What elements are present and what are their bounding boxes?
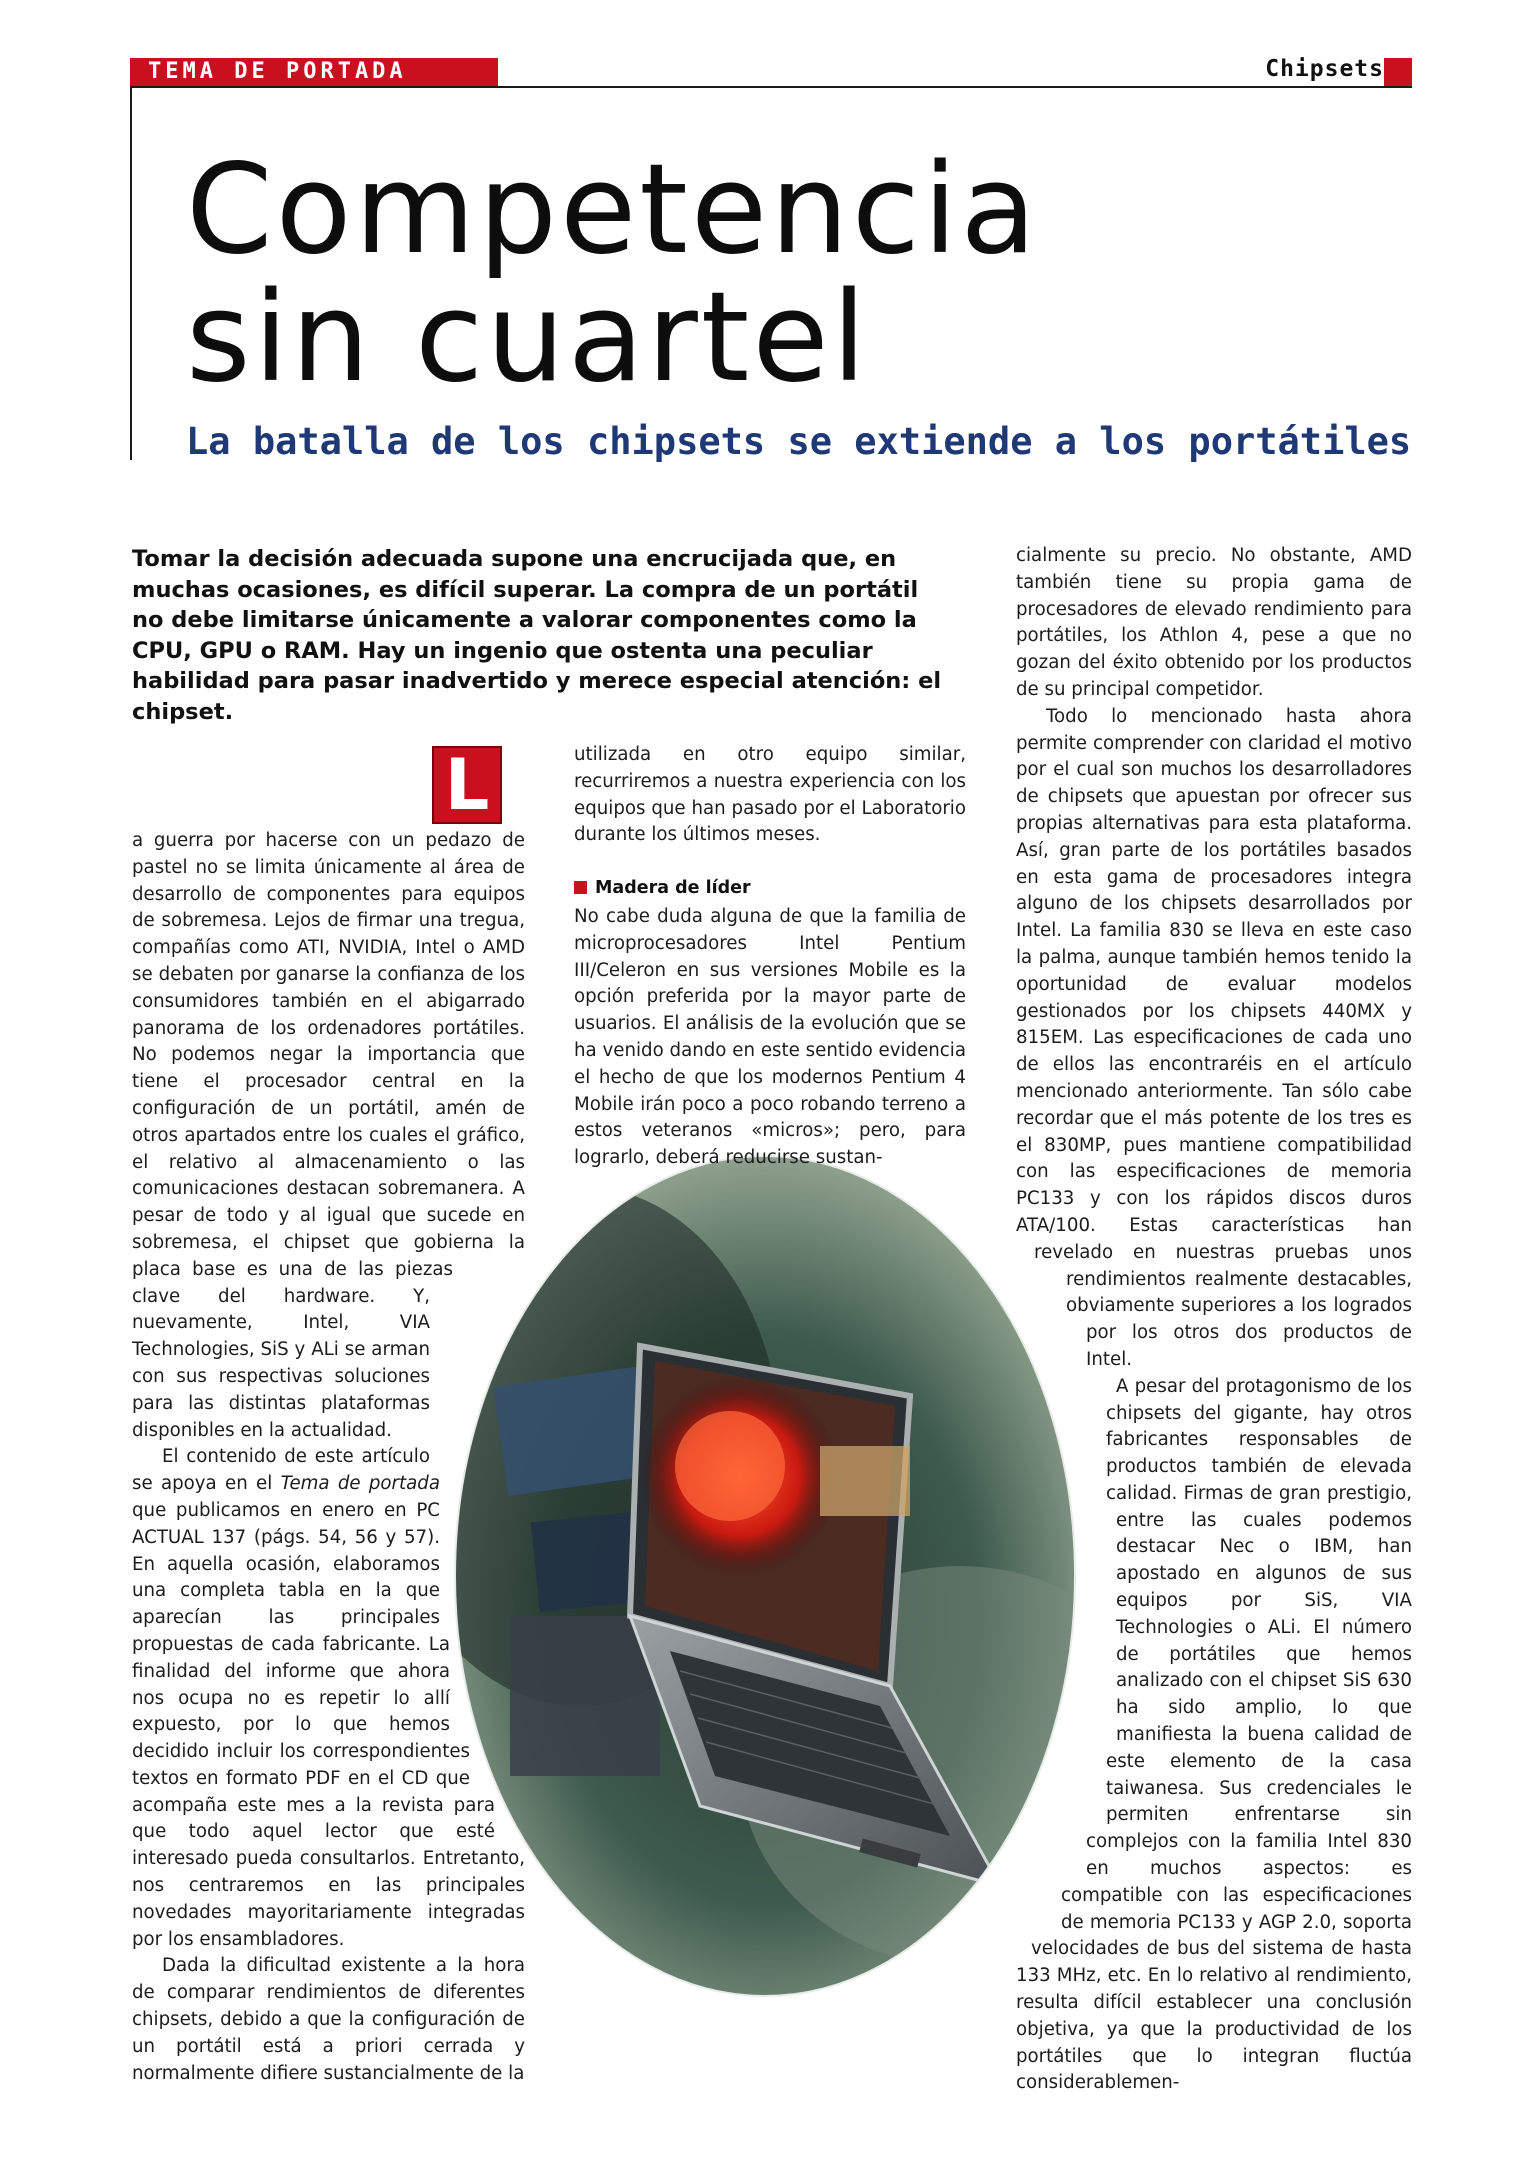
col2-paragraph-1: utilizada en otro equipo similar, recurriremos a nuestra experiencia con los equipos que han pasado por el Laboratorio durante los últimos meses. [574,744,966,846]
title-line-2: sin cuartel [186,266,870,410]
drop-cap: L [432,746,502,824]
col3-paragraph-3: A pesar del protagonismo de los chipsets del gigante, hay otros fabricantes responsables de productos también de elevada calidad. Firmas de gran prestigio, entre las cuales podemos destacar Nec o IBM, han apostado en algunos de sus equipos por SiS, VIA Technologies o ALi. El número de portátiles que hemos analizado con el chipset SiS 630 ha sido amplio, lo que manifiesta la buena calidad de este elemento de la casa taiwanesa. Sus credenciales le permiten enfrentarse sin complejos con la familia Intel 830 en muchos aspectos: es compatible con las especificaciones de memoria PC133 y AGP 2.0, soporta velocidades de bus del sistema de hasta 133 MHz, etc. En lo relativo al rendimiento, resulta difícil establecer una conclusión objetiva, ya que la productividad de los portátiles que lo integran fluctúa considerablemen- [1016,1375,1412,2094]
column-3 [1016,543,1412,2097]
col1-p2-text-a: El contenido de este artículo se apoya en el [132,1446,430,1495]
laptop-illustration [440,1146,1090,2006]
column-1 [132,742,525,2087]
title-rule [130,88,132,460]
header-rule [130,86,1412,88]
section-tag: TEMA DE PORTADA [130,58,498,86]
article-title [186,138,1040,410]
col3-paragraph-2: Todo lo mencionado hasta ahora permite comprender con claridad el motivo por el cual son muchos los desarrolladores de chipsets que apuestan por ofrecer sus propias alternativas para esta plataforma. Así, gran parte de los portátiles basados en esta gama de procesadores integra alguno de los chipsets desarrollados por Intel. La familia 830 se lleva en este caso la palma, aunque también hemos tenido la oportunidad de evaluar modelos gestionados por los chipsets 440MX y 815EM. Las especificaciones de cada uno de ellos las encontraréis en el artículo mencionado anteriormente. Tan sólo cabe recordar que el más potente de los tres es el 830MP, pues mantiene compatibilidad con las especificaciones de memoria PC133 y con los rápidos discos duros ATA/100. Estas características han revelado en nuestras pruebas unos rendimientos realmente destacables, obviamente superiores a los logrados por los otros dos productos de Intel. [1016,705,1412,1370]
col1-p2-text-b: que publicamos en enero en PC ACTUAL 137 (págs. 54, 56 y 57). En aquella ocasión, elaboramos una completa tabla en la que aparecían las principales propuestas de cada fabricante. La finalidad del informe que ahora nos ocupa no es repetir lo allí expuesto, por lo que hemos decidido incluir los correspondientes textos en formato PDF en el CD que acompaña este mes a la revista para que todo aquel lector que esté interesado pueda consultarlos. Entretanto, nos centraremos en las principales novedades mayoritariamente integradas por los ensambladores. [132,1499,525,1950]
corner-marker [1384,58,1412,86]
section-subhead [574,875,966,902]
section-label: Chipsets [1265,56,1384,82]
col2-paragraph-2: No cabe duda alguna de que la familia de microprocesadores Intel Pentium III/Celeron en sus versiones Mobile es la opción preferida por la mayor parte de usuarios. El análisis de la evolución que se ha venido dando en este sentido evidencia el hecho de que los modernos Pentium 4 Mobile irán poco a poco robando terreno a estos veteranos «micros»; pero, para lograrlo, deberá reducirse sustan- [574,905,966,1169]
col1-paragraph-3: Dada la dificultad existente a la hora de comparar rendimientos de diferentes chipsets, debido a que la configuración de un portátil está a priori cerrada y normalmente difiere sustancialmente de la [132,1955,525,2084]
col3-paragraph-1: cialmente su precio. No obstante, AMD también tiene su propia gama de procesadores de elevado rendimiento para portátiles, los Athlon 4, pese a que no gozan del éxito obtenido por los productos de su principal competidor. [1016,545,1412,700]
article-subtitle: La batalla de los chipsets se extiende a los portátiles [186,420,1412,463]
col1-p2-italic: Tema de portada [280,1473,440,1495]
bullet-square-icon [574,881,587,894]
col1-paragraph-1: a guerra por hacerse con un pedazo de pastel no se limita únicamente al área de desarrollo de componentes para equipos de sobremesa. Lejos de firmar una tregua, compañías como ATI, NVIDIA, Intel o AMD se debaten por ganarse la confianza de los consumidores también en el abigarrado panorama de los ordenadores portátiles. No podemos negar la importancia que tiene el procesador central en la configuración de un portátil, amén de otros apartados entre los cuales el gráfico, el relativo al almacenamiento o las comunicaciones destacan sobremanera. A pesar de todo y al igual que sucede en sobremesa, el chipset que gobierna la placa base es una de las piezas clave del hardware. Y, nuevamente, Intel, VIA Technologies, SiS y ALi se arman con sus respectivas soluciones para las distintas plataformas disponibles en la actualidad. [132,830,525,1441]
subhead-text: Madera de líder [595,878,751,899]
lead-paragraph: Tomar la decisión adecuada supone una encrucijada que, en muchas ocasiones, es difícil superar. La compra de un portátil no debe limitarse únicamente a valorar componentes como la CPU, GPU o RAM. Hay un ingenio que ostenta una peculiar habilidad para pasar inadvertido y merece especial atención: el chipset. [132,546,942,725]
column-2 [574,742,966,1172]
title-line-1: Competencia [186,138,1040,282]
